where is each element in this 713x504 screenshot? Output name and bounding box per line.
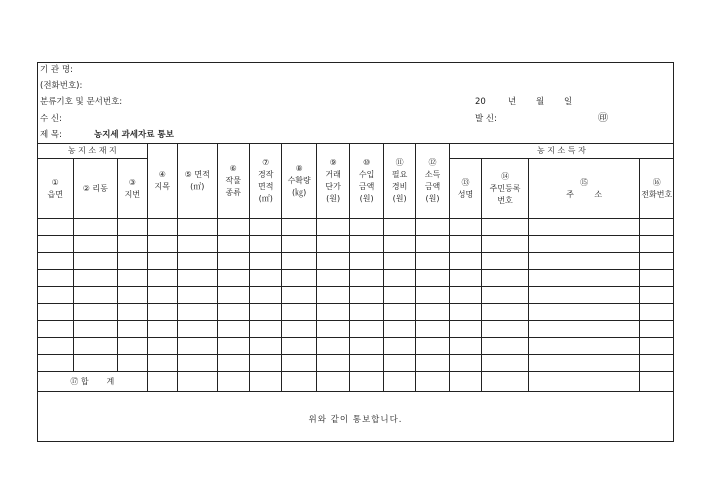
table-cell[interactable] (383, 287, 415, 304)
table-cell[interactable] (249, 253, 281, 270)
table-cell[interactable] (147, 287, 177, 304)
table-cell[interactable] (177, 219, 217, 236)
table-cell[interactable] (528, 270, 640, 287)
col-resident-no-a: 주민등록 (489, 183, 521, 193)
table-cell[interactable] (640, 253, 674, 270)
table-cell[interactable] (416, 287, 449, 304)
col-unit-price-no: ⑨ (329, 158, 337, 167)
table-cell[interactable] (416, 270, 449, 287)
table-cell[interactable] (282, 219, 316, 236)
col-revenue-c: (원) (359, 194, 374, 203)
doc-number-label: 분류기호 및 문서번호: (40, 97, 123, 107)
table-cell[interactable] (482, 270, 529, 287)
col-address (528, 159, 640, 219)
table-cell[interactable] (350, 236, 383, 253)
date-prefix: 20 (475, 97, 486, 107)
total-cell[interactable] (482, 372, 529, 392)
group-header-row (38, 144, 674, 159)
table-cell[interactable] (217, 304, 249, 321)
table-cell[interactable] (528, 236, 640, 253)
col-cultivated-area (249, 144, 281, 219)
total-cell[interactable] (416, 372, 449, 392)
table-cell[interactable] (38, 236, 74, 253)
table-cell[interactable] (73, 270, 118, 287)
table-cell[interactable] (350, 219, 383, 236)
table-cell[interactable] (217, 219, 249, 236)
table-cell[interactable] (350, 355, 383, 372)
table-cell[interactable] (217, 253, 249, 270)
table-cell[interactable] (217, 287, 249, 304)
table-cell[interactable] (282, 321, 316, 338)
table-cell[interactable] (640, 219, 674, 236)
table-cell[interactable] (383, 236, 415, 253)
table-cell[interactable] (177, 287, 217, 304)
table-cell[interactable] (528, 321, 640, 338)
table-cell[interactable] (449, 338, 481, 355)
table-cell[interactable] (383, 270, 415, 287)
col-cultivated-area-c: (㎡) (258, 194, 273, 203)
col-expenses (383, 144, 415, 219)
table-cell[interactable] (282, 338, 316, 355)
date-year-label: 년 (508, 97, 517, 107)
table-cell[interactable] (177, 253, 217, 270)
table-cell[interactable] (217, 236, 249, 253)
table-cell[interactable] (316, 270, 349, 287)
group-owner: 농 지 소 득 자 (449, 144, 673, 159)
col-cultivated-area-no: ⑦ (262, 158, 270, 167)
table-row (38, 304, 674, 321)
table-cell[interactable] (640, 270, 674, 287)
table-cell[interactable] (528, 338, 640, 355)
col-crop-type-a: 작물 (225, 176, 241, 185)
table-cell[interactable] (640, 236, 674, 253)
table-cell[interactable] (449, 236, 481, 253)
col-revenue-no: ⑩ (363, 158, 371, 167)
table-cell[interactable] (118, 270, 147, 287)
table-cell[interactable] (449, 304, 481, 321)
table-cell[interactable] (38, 338, 74, 355)
table-cell[interactable] (416, 355, 449, 372)
col-crop-type (217, 144, 249, 219)
table-row (38, 253, 674, 270)
table-cell[interactable] (147, 236, 177, 253)
table-cell[interactable] (118, 287, 147, 304)
table-cell[interactable] (482, 338, 529, 355)
total-cell[interactable] (528, 372, 640, 392)
table-cell[interactable] (249, 304, 281, 321)
table-cell[interactable] (177, 321, 217, 338)
table-cell[interactable] (147, 338, 177, 355)
table-cell[interactable] (147, 321, 177, 338)
col-address-no: ⑮ (580, 177, 589, 187)
col-jimok-no: ④ (158, 170, 166, 179)
table-cell[interactable] (316, 236, 349, 253)
col-yield-no: ⑧ (295, 164, 303, 173)
table-cell[interactable] (416, 338, 449, 355)
table-cell[interactable] (249, 287, 281, 304)
table-cell[interactable] (38, 287, 74, 304)
col-income-b: 금액 (424, 182, 441, 191)
table-cell[interactable] (482, 355, 529, 372)
col-resident-no-b: 번호 (497, 195, 513, 205)
table-cell[interactable] (640, 287, 674, 304)
table-cell[interactable] (482, 236, 529, 253)
table-cell[interactable] (449, 287, 481, 304)
table-cell[interactable] (350, 321, 383, 338)
total-row (38, 372, 674, 392)
table-row (38, 338, 674, 355)
total-cell[interactable] (449, 372, 481, 392)
table-cell[interactable] (282, 287, 316, 304)
table-cell[interactable] (350, 304, 383, 321)
table-cell[interactable] (383, 338, 415, 355)
total-cell[interactable] (316, 372, 349, 392)
table-cell[interactable] (38, 219, 74, 236)
col-phone (640, 159, 674, 219)
table-cell[interactable] (416, 236, 449, 253)
subject-value: 농지세 과세자료 통보 (94, 130, 174, 140)
table-cell[interactable] (249, 321, 281, 338)
table-cell[interactable] (316, 304, 349, 321)
table-cell[interactable] (249, 236, 281, 253)
col-eupmyeon-label: 읍면 (47, 189, 63, 199)
date-month-label: 월 (536, 97, 545, 107)
table-cell[interactable] (73, 338, 118, 355)
col-crop-type-no: ⑥ (229, 164, 237, 173)
table-cell[interactable] (38, 253, 74, 270)
table-cell[interactable] (217, 321, 249, 338)
table-cell[interactable] (383, 253, 415, 270)
table-cell[interactable] (528, 304, 640, 321)
col-unit-price (316, 144, 349, 219)
col-ridong-label: ② 리동 (82, 183, 108, 193)
col-jibeon-no: ③ (128, 177, 136, 187)
table-cell[interactable] (528, 287, 640, 304)
col-unit-price-b: 단가 (325, 182, 341, 191)
col-name (449, 159, 481, 219)
subject-label: 제 목: (40, 130, 62, 140)
col-yield-b: (㎏) (292, 188, 307, 197)
col-income-no: ⑫ (428, 158, 437, 167)
table-cell[interactable] (383, 321, 415, 338)
table-cell[interactable] (73, 304, 118, 321)
table-cell[interactable] (416, 304, 449, 321)
table-cell[interactable] (482, 321, 529, 338)
total-cell[interactable] (249, 372, 281, 392)
table-cell[interactable] (73, 253, 118, 270)
seal-mark: ㊞ (598, 113, 608, 124)
table-cell[interactable] (249, 270, 281, 287)
col-expenses-a: 필요 (391, 170, 408, 179)
col-eupmyeon (38, 159, 74, 219)
org-label: 기 관 명: (40, 65, 73, 75)
table-cell[interactable] (416, 253, 449, 270)
table-cell[interactable] (177, 304, 217, 321)
col-resident-no (482, 159, 529, 219)
table-cell[interactable] (640, 338, 674, 355)
col-jibeon-label: 지번 (124, 189, 141, 199)
col-unit-price-c: (원) (326, 194, 341, 203)
table-cell[interactable] (73, 236, 118, 253)
table-row (38, 355, 674, 372)
table-cell[interactable] (249, 355, 281, 372)
col-crop-type-b: 종류 (225, 188, 241, 197)
col-revenue (350, 144, 383, 219)
table-cell[interactable] (282, 253, 316, 270)
table-cell[interactable] (449, 270, 481, 287)
table-row (38, 287, 674, 304)
table-cell[interactable] (217, 270, 249, 287)
group-location: 농 지 소 재 지 (38, 144, 148, 159)
table-cell[interactable] (147, 355, 177, 372)
total-cell[interactable] (177, 372, 217, 392)
col-name-no: ⑬ (461, 177, 470, 187)
table-row (38, 236, 674, 253)
col-revenue-b: 금액 (358, 182, 375, 191)
phone-label: (전화번호): (40, 81, 83, 91)
table-row (38, 219, 674, 236)
col-unit-price-a: 거래 (325, 170, 341, 179)
col-name-label: 성명 (457, 189, 474, 199)
table-cell[interactable] (449, 355, 481, 372)
table-cell[interactable] (118, 236, 147, 253)
col-jimok-label: 지목 (154, 182, 170, 191)
total-cell[interactable] (217, 372, 249, 392)
form-frame (37, 62, 674, 442)
table-cell[interactable] (350, 338, 383, 355)
table-cell[interactable] (316, 287, 349, 304)
table-cell[interactable] (177, 338, 217, 355)
table-cell[interactable] (482, 253, 529, 270)
table-cell[interactable] (118, 338, 147, 355)
table-cell[interactable] (316, 321, 349, 338)
col-jibeon (118, 159, 147, 219)
table-cell[interactable] (482, 219, 529, 236)
table-cell[interactable] (528, 253, 640, 270)
table-cell[interactable] (449, 219, 481, 236)
table-cell[interactable] (316, 219, 349, 236)
col-cultivated-area-a: 경작 (257, 170, 274, 179)
table-cell[interactable] (383, 304, 415, 321)
table-cell[interactable] (249, 338, 281, 355)
col-revenue-a: 수입 (358, 170, 375, 179)
total-label: ⑰ 합 계 (38, 372, 148, 392)
table-cell[interactable] (38, 304, 74, 321)
table-cell[interactable] (118, 321, 147, 338)
table-cell[interactable] (350, 287, 383, 304)
col-area (177, 144, 217, 219)
col-phone-label: 전화번호 (641, 189, 673, 199)
table-cell[interactable] (147, 253, 177, 270)
table-cell[interactable] (73, 321, 118, 338)
table-cell[interactable] (38, 270, 74, 287)
table-cell[interactable] (118, 219, 147, 236)
table-cell[interactable] (147, 304, 177, 321)
table-cell[interactable] (73, 287, 118, 304)
table-cell[interactable] (73, 355, 118, 372)
table-cell[interactable] (449, 253, 481, 270)
total-cell[interactable] (640, 372, 674, 392)
footer-note: 위와 같이 통보합니다. (308, 415, 403, 425)
recipient-label: 수 신: (40, 114, 62, 124)
table-cell[interactable] (316, 355, 349, 372)
col-jimok (147, 144, 177, 219)
table-row (38, 321, 674, 338)
table-cell[interactable] (528, 355, 640, 372)
table-cell[interactable] (640, 355, 674, 372)
table-cell[interactable] (177, 270, 217, 287)
table-row (38, 270, 674, 287)
table-cell[interactable] (38, 355, 74, 372)
table-cell[interactable] (118, 253, 147, 270)
table-cell[interactable] (147, 270, 177, 287)
table-cell[interactable] (416, 321, 449, 338)
table-cell[interactable] (147, 219, 177, 236)
date-day-label: 일 (564, 97, 573, 107)
col-resident-no-no: ⑭ (501, 171, 510, 181)
col-income-a: 소득 (424, 170, 441, 179)
col-expenses-c: (원) (392, 194, 407, 203)
col-phone-no: ⑯ (652, 177, 661, 187)
table-cell[interactable] (383, 355, 415, 372)
total-cell[interactable] (282, 372, 316, 392)
table-cell[interactable] (316, 338, 349, 355)
table-cell[interactable] (217, 338, 249, 355)
col-cultivated-area-b: 면적 (257, 182, 274, 191)
col-income-c: (원) (425, 194, 440, 203)
total-cell[interactable] (383, 372, 415, 392)
total-cell[interactable] (147, 372, 177, 392)
col-eupmyeon-no: ① (51, 177, 59, 187)
col-expenses-b: 경비 (391, 182, 408, 191)
table-cell[interactable] (177, 236, 217, 253)
table-cell[interactable] (482, 304, 529, 321)
table-cell[interactable] (217, 355, 249, 372)
table-cell[interactable] (282, 270, 316, 287)
table-cell[interactable] (449, 321, 481, 338)
table-cell[interactable] (350, 253, 383, 270)
total-cell[interactable] (350, 372, 383, 392)
col-area-label: ⑤ 면적(㎡) (184, 170, 210, 191)
col-income (416, 144, 449, 219)
table-cell[interactable] (350, 270, 383, 287)
sender-label: 발 신: (475, 114, 497, 124)
table-cell[interactable] (118, 304, 147, 321)
data-rows (38, 219, 674, 372)
table-cell[interactable] (249, 219, 281, 236)
table-cell[interactable] (282, 304, 316, 321)
table-cell[interactable] (177, 355, 217, 372)
col-yield (282, 144, 316, 219)
table-cell[interactable] (316, 253, 349, 270)
col-expenses-no: ⑪ (395, 158, 404, 167)
table-cell[interactable] (73, 219, 118, 236)
table-cell[interactable] (482, 287, 529, 304)
tax-data-table (37, 143, 674, 392)
col-address-label: 주 소 (566, 189, 603, 199)
table-cell[interactable] (528, 219, 640, 236)
table-cell[interactable] (282, 355, 316, 372)
table-cell[interactable] (383, 219, 415, 236)
table-cell[interactable] (118, 355, 147, 372)
table-cell[interactable] (282, 236, 316, 253)
table-cell[interactable] (416, 219, 449, 236)
table-cell[interactable] (38, 321, 74, 338)
col-yield-a: 수확량 (287, 176, 311, 185)
table-cell[interactable] (640, 321, 674, 338)
col-ridong (73, 159, 118, 219)
table-cell[interactable] (640, 304, 674, 321)
